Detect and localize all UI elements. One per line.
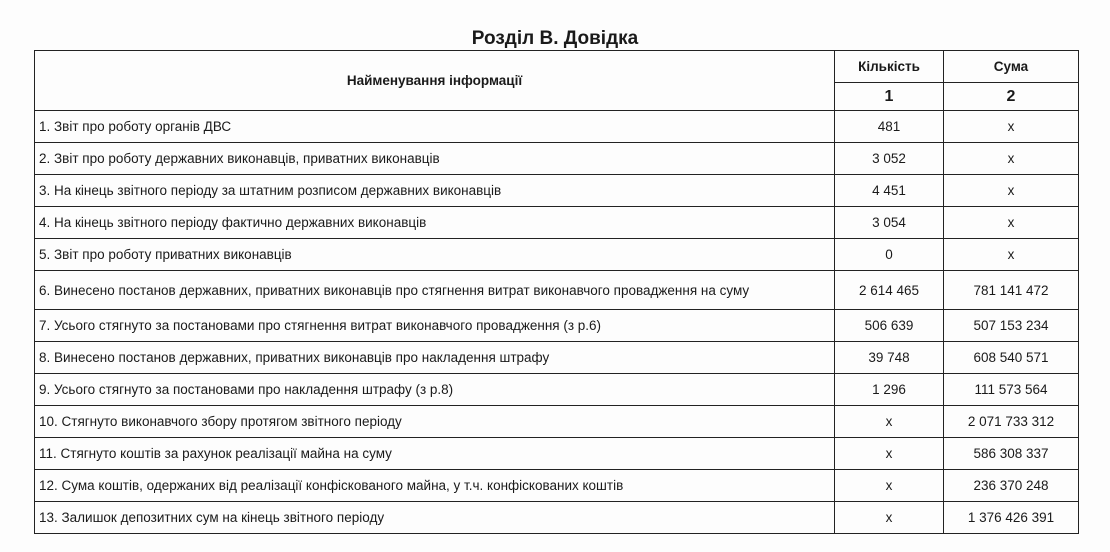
table-row — [35, 175, 1079, 207]
column-number-quantity: 1 — [835, 83, 944, 111]
column-number-sum: 2 — [944, 83, 1079, 111]
row-quantity: x — [835, 406, 944, 438]
row-sum: 236 370 248 — [944, 470, 1079, 502]
row-name: 4. На кінець звітного періоду фактично державних виконавців — [35, 207, 835, 239]
table-row — [35, 111, 1079, 143]
row-quantity: 2 614 465 — [835, 271, 944, 310]
row-sum: x — [944, 239, 1079, 271]
row-quantity: 506 639 — [835, 310, 944, 342]
row-sum: 608 540 571 — [944, 342, 1079, 374]
row-sum: x — [944, 207, 1079, 239]
row-quantity: x — [835, 470, 944, 502]
row-name: 1. Звіт про роботу органів ДВС — [35, 111, 835, 143]
row-sum: x — [944, 143, 1079, 175]
row-quantity: 3 054 — [835, 207, 944, 239]
table-row — [35, 374, 1079, 406]
row-sum: x — [944, 111, 1079, 143]
row-sum: x — [944, 175, 1079, 207]
table-row — [35, 239, 1079, 271]
row-name: 9. Усього стягнуто за постановами про накладення штрафу (з р.8) — [35, 374, 835, 406]
row-name: 10. Стягнуто виконавчого збору протягом звітного періоду — [35, 406, 835, 438]
row-quantity: 3 052 — [835, 143, 944, 175]
column-header-quantity: Кількість — [835, 51, 944, 83]
table-row — [35, 438, 1079, 470]
row-name: 5. Звіт про роботу приватних виконавців — [35, 239, 835, 271]
table-row — [35, 207, 1079, 239]
row-sum: 1 376 426 391 — [944, 502, 1079, 534]
table-row — [35, 310, 1079, 342]
table-row — [35, 502, 1079, 534]
row-name: 8. Винесено постанов державних, приватних виконавців про накладення штрафу — [35, 342, 835, 374]
row-quantity: x — [835, 438, 944, 470]
row-name: 12. Сума коштів, одержаних від реалізації конфіскованого майна, у т.ч. конфіскованих коштів — [35, 470, 835, 502]
row-quantity: 39 748 — [835, 342, 944, 374]
row-name: 13. Залишок депозитних сум на кінець звітного періоду — [35, 502, 835, 534]
table-row — [35, 143, 1079, 175]
row-name: 2. Звіт про роботу державних виконавців, приватних виконавців — [35, 143, 835, 175]
column-header-sum: Сума — [944, 51, 1079, 83]
reference-table — [34, 50, 1079, 534]
row-sum: 2 071 733 312 — [944, 406, 1079, 438]
row-name: 3. На кінець звітного періоду за штатним розписом державних виконавців — [35, 175, 835, 207]
section-title: Розділ В. Довідка — [471, 28, 639, 49]
row-quantity: 4 451 — [835, 175, 944, 207]
table-row — [35, 470, 1079, 502]
row-name: 6. Винесено постанов державних, приватних виконавців про стягнення витрат виконавчого провадження на суму — [35, 271, 835, 310]
row-sum: 507 153 234 — [944, 310, 1079, 342]
table-row — [35, 271, 1079, 310]
table-row — [35, 342, 1079, 374]
row-quantity: 481 — [835, 111, 944, 143]
row-sum: 586 308 337 — [944, 438, 1079, 470]
row-quantity: x — [835, 502, 944, 534]
row-name: 7. Усього стягнуто за постановами про стягнення витрат виконавчого провадження (з р.6) — [35, 310, 835, 342]
row-sum: 781 141 472 — [944, 271, 1079, 310]
table-row — [35, 406, 1079, 438]
row-quantity: 1 296 — [835, 374, 944, 406]
row-quantity: 0 — [835, 239, 944, 271]
column-header-name: Найменування інформації — [35, 51, 835, 111]
row-name: 11. Стягнуто коштів за рахунок реалізації майна на суму — [35, 438, 835, 470]
row-sum: 111 573 564 — [944, 374, 1079, 406]
